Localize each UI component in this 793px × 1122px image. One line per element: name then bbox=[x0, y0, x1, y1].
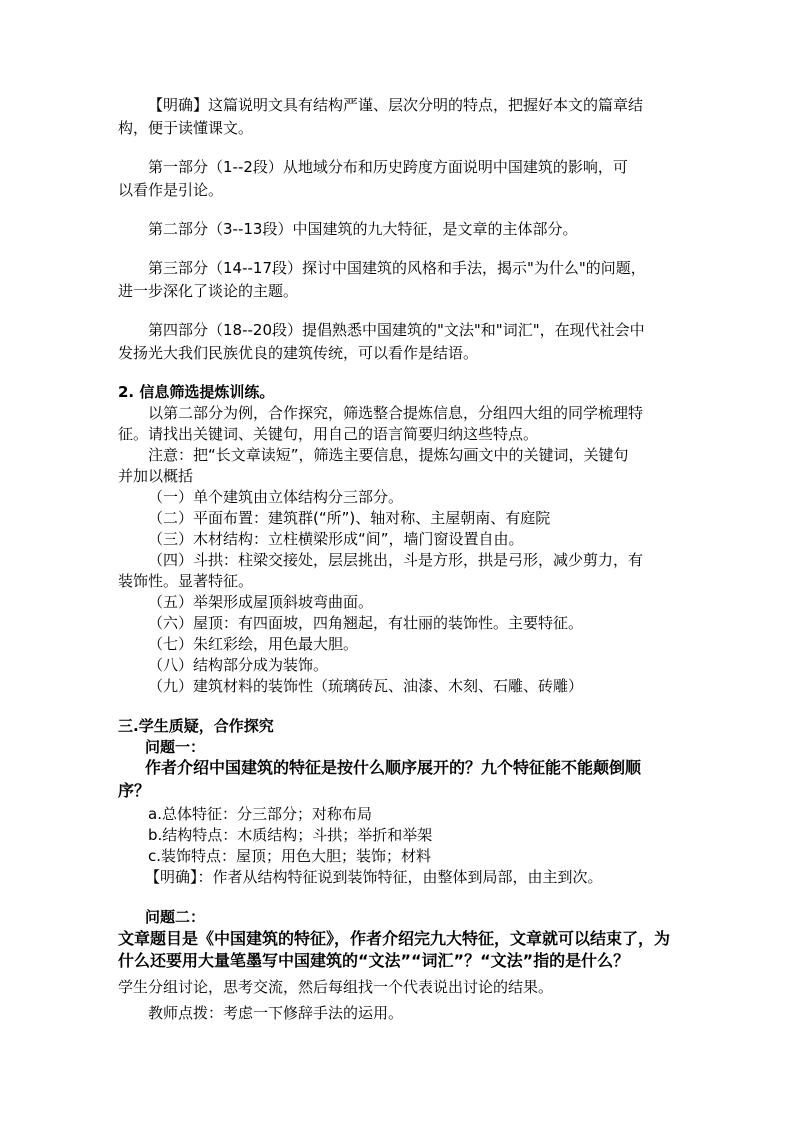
feature-item-1: （一）单个建筑由立体结构分三部分。 bbox=[148, 488, 404, 506]
feature-item-5: （五）举架形成屋顶斜坡弯曲面。 bbox=[148, 593, 374, 611]
question2-line2: 什么还要用大量笔墨写中国建筑的“文法”“词汇”？“文法”指的是什么？ bbox=[118, 951, 630, 970]
question2-line1: 文章题目是《中国建筑的特征》，作者介绍完九大特征，文章就可以结束了，为 bbox=[118, 929, 671, 948]
feature-item-4-cont: 装饰性。显著特征。 bbox=[118, 572, 254, 590]
feature-item-9: （九）建筑材料的装饰性（琉璃砖瓦、油漆、木刻、石雕、砖雕） bbox=[148, 677, 584, 695]
part3-line1: 第三部分（14--17段）探讨中国建筑的风格和手法，揭示"为什么"的问题， bbox=[148, 259, 646, 277]
answer-c: c.装饰特点：屋顶；用色大胆；装饰；材料 bbox=[148, 847, 432, 865]
part1-line1: 第一部分（1--2段）从地域分布和历史跨度方面说明中国建筑的影响，可 bbox=[148, 158, 628, 176]
part2-line1: 第二部分（3--13段）中国建筑的九大特征，是文章的主体部分。 bbox=[148, 220, 578, 238]
question2-label: 问题二： bbox=[145, 908, 206, 926]
section2-note2: 并加以概括 bbox=[118, 467, 194, 485]
question1-clarify: 【明确】：作者从结构特征说到装饰特征，由整体到局部，由主到次。 bbox=[145, 868, 603, 886]
feature-item-6: （六）屋顶：有四面坡，四角翘起，有壮丽的装饰性。主要特征。 bbox=[148, 614, 584, 632]
feature-item-4: （四）斗拱：柱梁交接处，层层挑出，斗是方形，拱是弓形，减少剪力，有 bbox=[148, 551, 644, 569]
section2-line1: 以第二部分为例，合作探究，筛选整合提炼信息，分组四大组的同学梳理特 bbox=[148, 404, 644, 422]
section2-note1: 注意：把“长文章读短”，筛选主要信息，提炼勾画文中的关键词，关键句 bbox=[148, 446, 629, 464]
feature-item-7: （七）朱红彩绘，用色最大胆。 bbox=[148, 635, 359, 653]
part4-line2: 发扬光大我们民族优良的建筑传统，可以看作是结语。 bbox=[118, 344, 479, 362]
intro-clarify-line2: 构，便于读懂课文。 bbox=[118, 119, 254, 137]
section2-heading: 2. 信息筛选提炼训练。 bbox=[118, 383, 275, 401]
answer-b: b.结构特点：木质结构；斗拱；举折和举架 bbox=[148, 826, 433, 844]
discussion-text: 学生分组讨论，思考交流，然后每组找一个代表说出讨论的结果。 bbox=[118, 978, 554, 996]
section3-heading: 三.学生质疑，合作探究 bbox=[118, 717, 274, 735]
feature-item-2: （二）平面布置：建筑群(“所”)、轴对称、主屋朝南、有庭院 bbox=[148, 509, 551, 527]
part3-line2: 进一步深化了谈论的主题。 bbox=[118, 282, 299, 300]
section2-line2: 征。请找出关键词、关键句，用自己的语言简要归纳这些特点。 bbox=[118, 425, 539, 443]
feature-item-3: （三）木材结构：立柱横梁形成“间”，墙门窗设置自由。 bbox=[148, 530, 524, 548]
question1-label: 问题一： bbox=[145, 738, 206, 756]
part4-line1: 第四部分（18--20段）提倡熟悉中国建筑的"文法"和"词汇"，在现代社会中 bbox=[148, 321, 645, 339]
question1-line1: 作者介绍中国建筑的特征是按什么顺序展开的？九个特征能不能颠倒顺 bbox=[145, 758, 642, 777]
feature-item-8: （八）结构部分成为装饰。 bbox=[148, 656, 329, 674]
question1-line2: 序？ bbox=[118, 781, 151, 800]
part1-line2: 以看作是引论。 bbox=[118, 181, 224, 199]
intro-clarify-line1: 【明确】这篇说明文具有结构严谨、层次分明的特点，把握好本文的篇章结 bbox=[148, 96, 644, 114]
teacher-hint: 教师点拨：考虑一下修辞手法的运用。 bbox=[148, 1004, 404, 1022]
answer-a: a.总体特征：分三部分；对称布局 bbox=[148, 805, 372, 823]
